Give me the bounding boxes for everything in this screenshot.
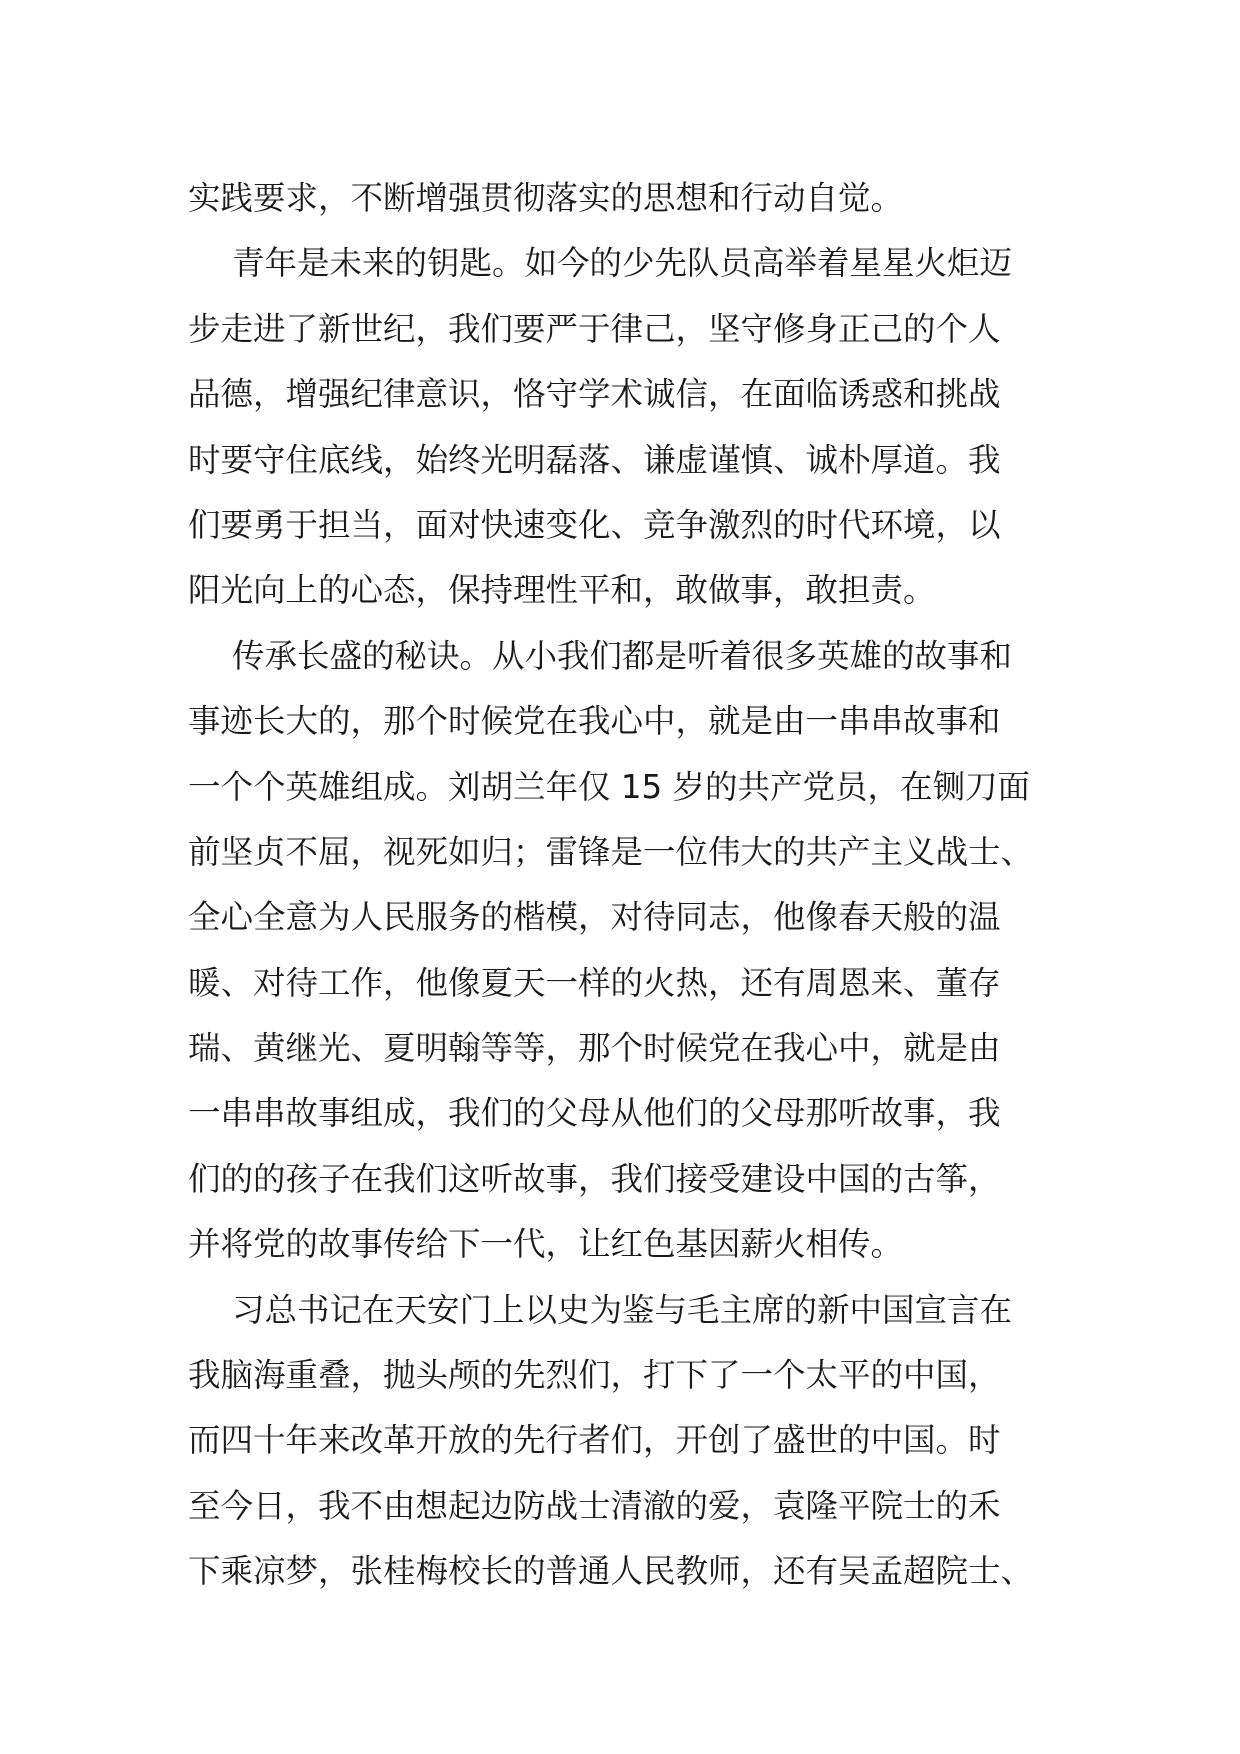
text-line: 至今日，我不由想起边防战士清澈的爱，袁隆平院士的禾 [188,1486,1001,1525]
text-line: 一串串故事组成，我们的父母从他们的父母那听故事，我 [188,1094,1001,1133]
text-line: 全心全意为人民服务的楷模，对待同志，他像春天般的温 [188,898,1001,937]
text-line: 们的的孩子在我们这听故事，我们接受建设中国的古筝， [188,1159,1001,1198]
paragraph-start-line: 青年是未来的钥匙。如今的少先队员高举着星星火炬迈 [232,244,1013,283]
text-line: 事迹长大的，那个时候党在我心中，就是由一串串故事和 [188,702,1001,741]
text-line: 时要守住底线，始终光明磊落、谦虚谨慎、诚朴厚道。我 [188,440,1001,479]
paragraph-start-line: 习总书记在天安门上以史为鉴与毛主席的新中国宣言在 [232,1290,1013,1329]
text-line: 实践要求，不断增强贯彻落实的思想和行动自觉。 [188,179,904,217]
text-line: 瑞、黄继光、夏明翰等等，那个时候党在我心中，就是由 [188,1029,1001,1068]
text-line: 们要勇于担当，面对快速变化、竞争激烈的时代环境，以 [188,505,1001,544]
text-line: 我脑海重叠，抛头颅的先烈们，打下了一个太平的中国， [188,1356,1001,1395]
body-text [188,166,1068,1605]
text-line: 暖、对待工作，他像夏天一样的火热，还有周恩来、董存 [188,963,1001,1002]
text-line: 并将党的故事传给下一代，让红色基因薪火相传。 [188,1225,904,1264]
text-line: 下乘凉梦，张桂梅校长的普通人民教师，还有吴孟超院士、 [188,1552,1034,1591]
text-line: 品德，增强纪律意识，恪守学术诚信，在面临诱惑和挑战 [188,375,1001,414]
text-line: 一个个英雄组成。刘胡兰年仅 15 岁的共产党员，在铡刀面 [188,767,1031,806]
text-line: 步走进了新世纪，我们要严于律己，坚守修身正己的个人 [188,309,1001,348]
text-line: 前坚贞不屈，视死如归；雷锋是一位伟大的共产主义战士、 [188,832,1034,871]
text-line: 而四十年来改革开放的先行者们，开创了盛世的中国。时 [188,1421,1001,1460]
paragraph-start-line: 传承长盛的秘诀。从小我们都是听着很多英雄的故事和 [232,636,1013,675]
text-line: 阳光向上的心态，保持理性平和，敢做事，敢担责。 [188,571,936,610]
